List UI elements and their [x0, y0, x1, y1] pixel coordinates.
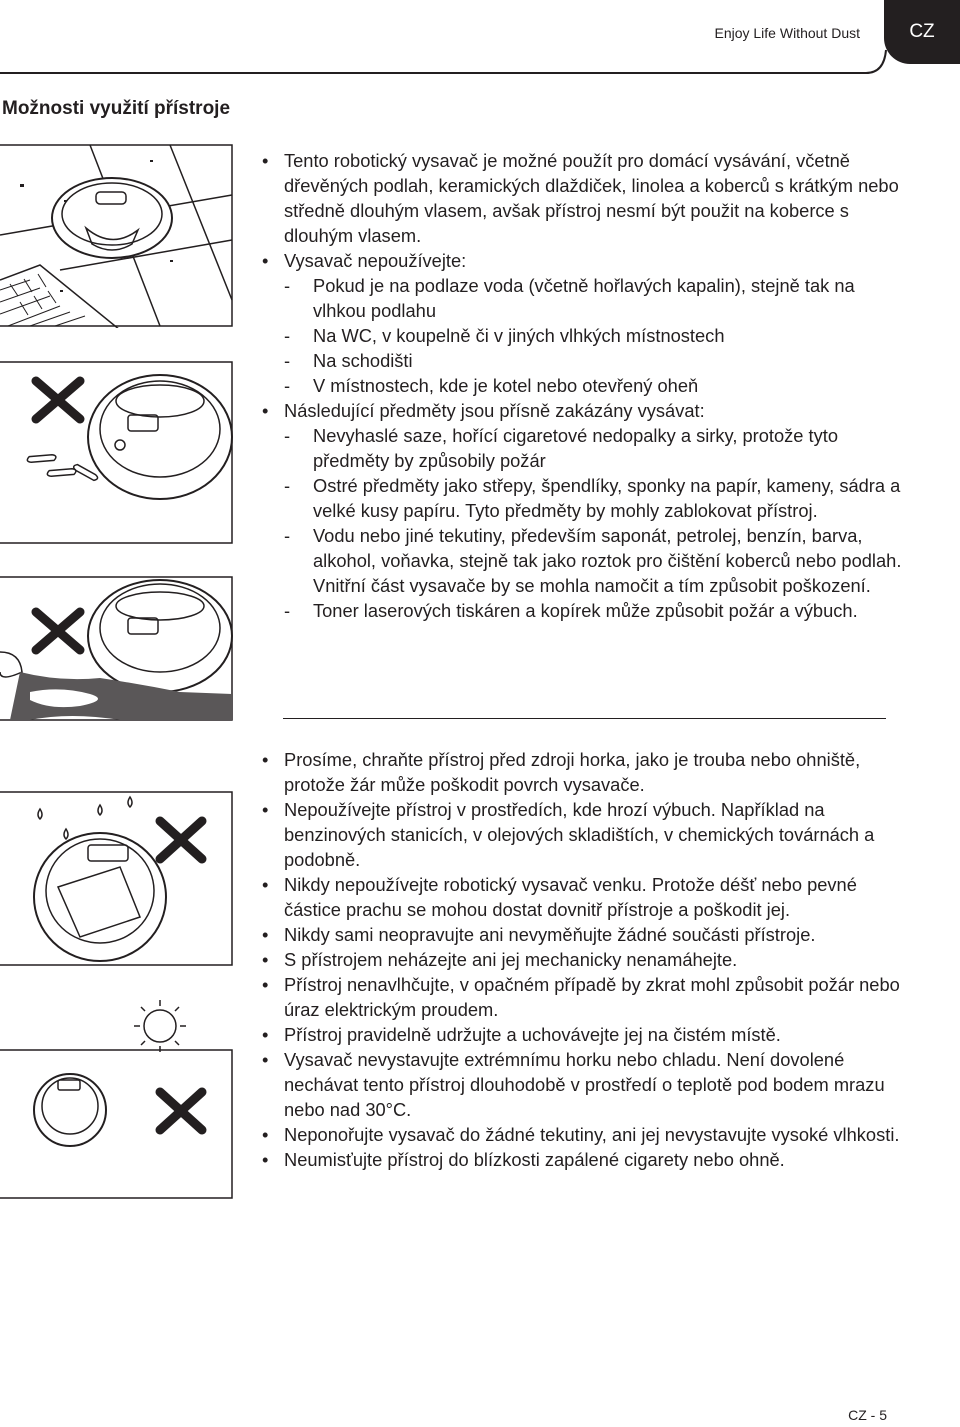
- sun-icon: [144, 1010, 176, 1042]
- sublist-item: - Ostré předměty jako střepy, špendlíky, sponky na papír, kameny, sádra a velké kusy papíru. Tyto předměty by mohly zablokovat přístroj.: [284, 473, 902, 523]
- sublist-item: - Nevyhaslé saze, hořící cigaretové nedopalky a sirky, protože tyto předměty by způsobily požár: [284, 423, 902, 473]
- list-item: • Tento robotický vysavač je možné použít pro domácí vysávání, včetně dřevěných podlah, keramických dlaždiček, linolea a koberců s krátkým nebo středně dlouhým vlasem, avšak přístroj nesmí být použit na koberce s dlouhým vlasem.: [262, 148, 902, 248]
- page-number: CZ - 5: [848, 1407, 887, 1423]
- list-item: • Nikdy nepoužívejte robotický vysavač venku. Protože déšť nebo pevné částice prachu se mohou dostat dovnitř přístroje a poškodit jej.: [262, 872, 902, 922]
- safety-list: [262, 747, 902, 1172]
- prohibited-x-icon: [160, 1092, 202, 1130]
- robot-on-floor-illustration: [0, 140, 240, 328]
- sublist: [284, 423, 902, 623]
- section-divider: [283, 718, 886, 719]
- list-item: • Neumisťujte přístroj do blízkosti zapálené cigarety nebo ohně.: [262, 1147, 902, 1172]
- list-item: • Neponořujte vysavač do žádné tekutiny, ani jej nevystavujte vysoké vlhkosti.: [262, 1122, 902, 1147]
- usage-list: [262, 148, 902, 623]
- sublist-item: - Na WC, v koupelně či v jiných vlhkých místnostech: [284, 323, 902, 348]
- list-item: • Prosíme, chraňte přístroj před zdroji horka, jako je trouba nebo ohniště, protože žár může poškodit povrch vysavače.: [262, 747, 902, 797]
- prohibited-x-icon: [160, 821, 202, 859]
- rain-prohibited-illustration: [0, 787, 240, 967]
- list-item: • Následující předměty jsou přísně zakázány vysávat: - Nevyhaslé saze, hořící cigaretové nedopalky a sirky, protože tyto předměty by způsobily požár - Ostré předměty jako střepy, špendlíky, sponky na papír, kameny, sádra a velké kusy papíru. Tyto předměty by mohly zablokovat přístroj. - Vodu nebo jiné tekutiny, především saponát, petrolej, benzín, barva, alkohol, voňavka, stejně tak jako roztok pro čištění koberců nebo podlah. Vnitřní část vysavače by se mohla namočit a tím způsobit poškození. - Toner laserových tiskáren a kopírek může způsobit požár a výbuch.: [262, 398, 902, 623]
- sublist-item: - Na schodišti: [284, 348, 902, 373]
- paperclips-prohibited-illustration: [0, 357, 240, 545]
- list-item: • S přístrojem neházejte ani jej mechanicky nenamáhejte.: [262, 947, 902, 972]
- list-item: • Vysavač nepoužívejte: - Pokud je na podlaze voda (včetně hořlavých kapalin), stejně tak na vlhkou podlahu - Na WC, v koupelně či v jiných vlhkých místnostech - Na schodišti - V místnostech, kde je kotel nebo otevřený oheň: [262, 248, 902, 398]
- list-item: • Přístroj nenavlhčujte, v opačném případě by zkrat mohl způsobit požár nebo úraz elektrickým proudem.: [262, 972, 902, 1022]
- liquid-spill-prohibited-illustration: [0, 572, 240, 722]
- sublist-item: - Pokud je na podlaze voda (včetně hořlavých kapalin), stejně tak na vlhkou podlahu: [284, 273, 902, 323]
- sublist-item: - Vodu nebo jiné tekutiny, především saponát, petrolej, benzín, barva, alkohol, voňavka, stejně tak jako roztok pro čištění koberců nebo podlah. Vnitřní část vysavače by se mohla namočit a tím způsobit poškození.: [284, 523, 902, 598]
- section-title: Možnosti využití přístroje: [2, 98, 231, 119]
- prohibited-x-icon: [36, 381, 80, 419]
- list-item: • Vysavač nevystavujte extrémnímu horku nebo chladu. Není dovolené nechávat tento přístroj dlouhodobě v prostředí o teplotě pod bodem mrazu nebo nad 30°C.: [262, 1047, 902, 1122]
- header-slogan: Enjoy Life Without Dust: [714, 25, 860, 41]
- header-rule: [0, 72, 866, 74]
- sublist-item: - Toner laserových tiskáren a kopírek může způsobit požár a výbuch.: [284, 598, 902, 623]
- list-item: • Nepoužívejte přístroj v prostředích, kde hrozí výbuch. Například na benzinových stanicích, v olejových skladištích, v chemických továrnách a podobně.: [262, 797, 902, 872]
- list-item: • Přístroj pravidelně udržujte a uchovávejte jej na čistém místě.: [262, 1022, 902, 1047]
- sublist: [284, 273, 902, 398]
- prohibited-x-icon: [36, 612, 80, 650]
- heat-prohibited-illustration: [0, 1000, 240, 1200]
- list-item: • Nikdy sami neopravujte ani nevyměňujte žádné součásti přístroje.: [262, 922, 902, 947]
- sublist-item: - V místnostech, kde je kotel nebo otevřený oheň: [284, 373, 902, 398]
- language-tab: CZ: [884, 0, 960, 64]
